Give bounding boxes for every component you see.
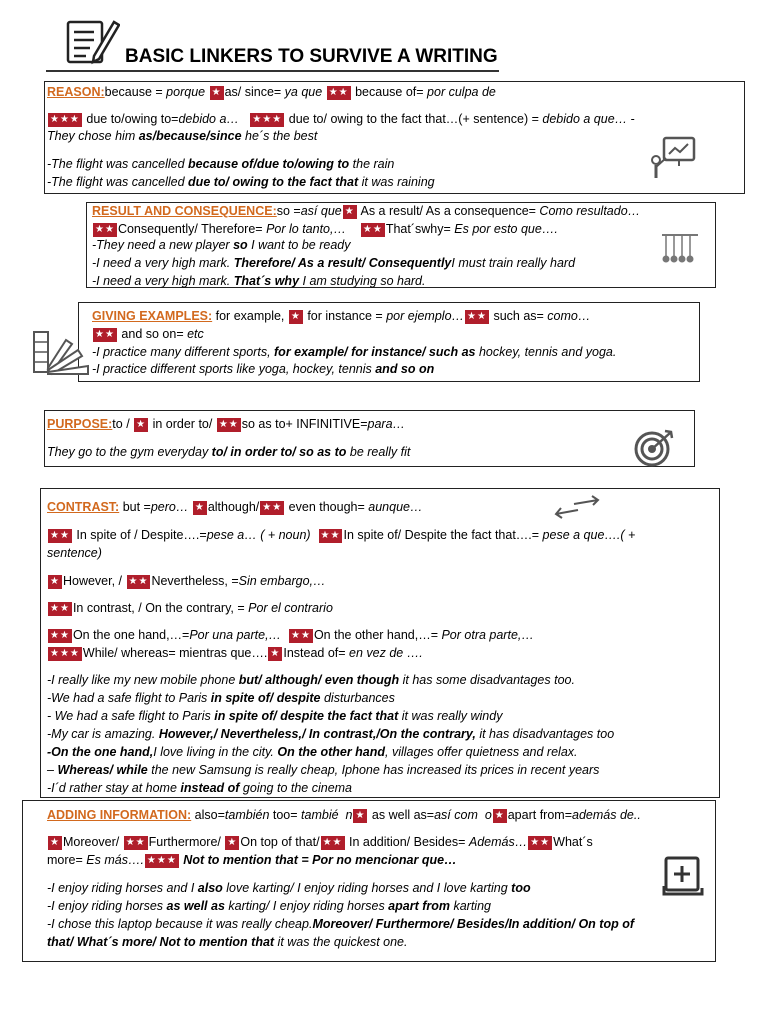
star-rating-1: ★ (290, 310, 301, 322)
result-line-1: RESULT AND CONSEQUENCE:so =así que ★ As a result/ As a consequence= Como resultado… (92, 204, 641, 218)
star-rating-3: ★★★ (50, 113, 80, 125)
star-rating-3: ★★★ (146, 854, 177, 866)
star-rating-1: ★ (50, 575, 60, 587)
adding-example-3: -I chose this laptop because it was really cheap.Moreover/ Furthermore/ Besides/In addition/ On top of (47, 917, 634, 931)
result-heading: RESULT AND CONSEQUENCE: (92, 204, 277, 218)
arrows-swap-icon (552, 494, 602, 523)
star-rating-1: ★ (270, 647, 281, 659)
purpose-heading: PURPOSE: (47, 417, 113, 431)
contrast-line-4: ★★ In contrast, / On the contrary, = Por el contrario (50, 601, 333, 615)
contrast-heading: CONTRAST: (47, 500, 120, 514)
examples-example-1: -I practice many different sports, for example/ for instance/ such as hockey, tennis and yoga. (92, 345, 617, 359)
reason-line-2: ★★★ due to/owing to=debido a… ★★★ due to/ owing to the fact that…(+ sentence) = debido a que… - (50, 112, 635, 126)
star-rating-2: ★★ (125, 836, 146, 848)
page-title: BASIC LINKERS TO SURVIVE A WRITING (125, 46, 498, 67)
contrast-line-1: CONTRAST: but =pero… ★ although/ ★★ even though= aunque… (47, 500, 423, 514)
contrast-example-7: -I´d rather stay at home instead of going to the cinema (47, 781, 353, 795)
star-rating-3: ★★★ (252, 113, 283, 125)
result-example-3: -I need a very high mark. That´s why I am studying so hard. (92, 274, 426, 288)
star-rating-1: ★ (136, 418, 147, 430)
star-rating-2: ★★ (95, 328, 115, 340)
star-rating-1: ★ (494, 809, 505, 821)
contrast-line-2: ★★ In spite of / Despite….=pese a… ( + noun) ★★ In spite of/ Despite the fact that….= pese a que….( + (50, 528, 636, 542)
contrast-line-5: ★★ On the one hand,…=Por una parte,… ★★ On the other hand,…= Por otra parte,… (50, 628, 534, 642)
contrast-line-3: ★ However, / ★★ Nevertheless, =Sin embargo,… (50, 574, 326, 588)
contrast-example-1: -I really like my new mobile phone but/ although/ even though it has some disadvantages too. (47, 673, 575, 687)
adding-line-2: ★ Moreover/ ★★ Furthermore/ ★ On top of that/ ★★ In addition/ Besides= Además… ★★ What´s (50, 835, 593, 849)
contrast-example-5: -On the one hand,I love living in the city. On the other hand, villages offer quietness and relax. (47, 745, 578, 759)
star-rating-2: ★★ (362, 223, 383, 235)
add-box-icon (660, 854, 706, 901)
contrast-example-4: -My car is amazing. However,/ Nevertheless,/ In contrast,/On the contrary, it has disadvantages too (47, 727, 615, 741)
star-rating-1: ★ (227, 836, 238, 848)
star-rating-2: ★★ (320, 529, 341, 541)
star-rating-1: ★ (211, 86, 222, 98)
result-line-2: ★★ Consequently/ Therefore= Por lo tanto,… ★★ That´swhy= Es por esto que…. (95, 222, 558, 236)
contrast-example-3: - We had a safe flight to Paris in spite of/ despite the fact that it was really windy (47, 709, 503, 723)
star-rating-2: ★★ (467, 310, 487, 322)
adding-example-2: -I enjoy riding horses as well as karting/ I enjoy riding horses apart from karting (47, 899, 491, 913)
star-rating-2: ★★ (50, 602, 70, 614)
newtons-cradle-icon (660, 232, 700, 267)
star-rating-2: ★★ (262, 501, 283, 513)
adding-line-1: ADDING INFORMATION: also=también too= tambié n ★ as well as=así com o ★ apart from=además de.. (47, 808, 641, 822)
star-rating-2: ★★ (50, 629, 70, 641)
contrast-example-6: – Whereas/ while the new Samsung is really cheap, Iphone has increased its prices in recent years (47, 763, 600, 777)
star-rating-2: ★★ (322, 836, 343, 848)
star-rating-2: ★★ (218, 418, 239, 430)
adding-line-3: more= Es más…. ★★★ Not to mention that = Por no mencionar que… (47, 853, 457, 867)
adding-example-1: -I enjoy riding horses and I also love karting/ I enjoy riding horses and I love karting too (47, 881, 531, 895)
reason-example-3: -The flight was cancelled due to/ owing to the fact that it was raining (47, 175, 435, 189)
result-example-1: -They need a new player so I want to be ready (92, 238, 351, 252)
star-rating-2: ★★ (291, 629, 311, 641)
reason-heading: REASON: (47, 85, 105, 99)
notepad-pencil-icon (64, 16, 120, 69)
adding-example-4: that/ What´s more/ Not to mention that it was the quickest one. (47, 935, 408, 949)
result-example-2: -I need a very high mark. Therefore/ As a result/ ConsequentlyI must train really hard (92, 256, 576, 270)
presentation-board-icon (648, 134, 698, 183)
adding-heading: ADDING INFORMATION: (47, 808, 192, 822)
reason-example-2: -The flight was cancelled because of/due to/owing to the rain (47, 157, 395, 171)
purpose-example-1: They go to the gym everyday to/ in order to/ so as to be really fit (47, 445, 411, 459)
examples-example-2: -I practice different sports like yoga, hockey, tennis and so on (92, 362, 435, 376)
contrast-line-2-cont: sentence) (47, 546, 102, 560)
star-rating-1: ★ (194, 501, 205, 513)
reason-example-1: They chose him as/because/since he´s the best (47, 129, 318, 143)
color-swatches-icon (30, 328, 92, 379)
examples-line-1: GIVING EXAMPLES: for example, ★ for instance = por ejemplo… ★★ such as= como… (92, 309, 591, 323)
target-icon (632, 428, 678, 471)
star-rating-2: ★★ (95, 223, 115, 235)
contrast-example-2: -We had a safe flight to Paris in spite of/ despite disturbances (47, 691, 395, 705)
reason-line-1: REASON:because = porque ★ as/ since= ya que ★★ because of= por culpa de (47, 85, 496, 99)
contrast-line-6: ★★★ While/ whereas= mientras que…. ★ Instead of= en vez de …. (50, 646, 423, 660)
examples-heading: GIVING EXAMPLES: (92, 309, 213, 323)
purpose-line-1: PURPOSE:to / ★ in order to/ ★★ so as to+ INFINITIVE=para… (47, 417, 406, 431)
title-underline (46, 70, 499, 72)
star-rating-2: ★★ (128, 575, 149, 587)
star-rating-2: ★★ (50, 529, 70, 541)
star-rating-2: ★★ (530, 836, 551, 848)
star-rating-1: ★ (50, 836, 60, 848)
examples-line-2: ★★ and so on= etc (95, 327, 204, 341)
star-rating-3: ★★★ (50, 647, 80, 659)
star-rating-1: ★ (344, 205, 355, 217)
star-rating-2: ★★ (328, 86, 349, 98)
star-rating-1: ★ (355, 809, 366, 821)
